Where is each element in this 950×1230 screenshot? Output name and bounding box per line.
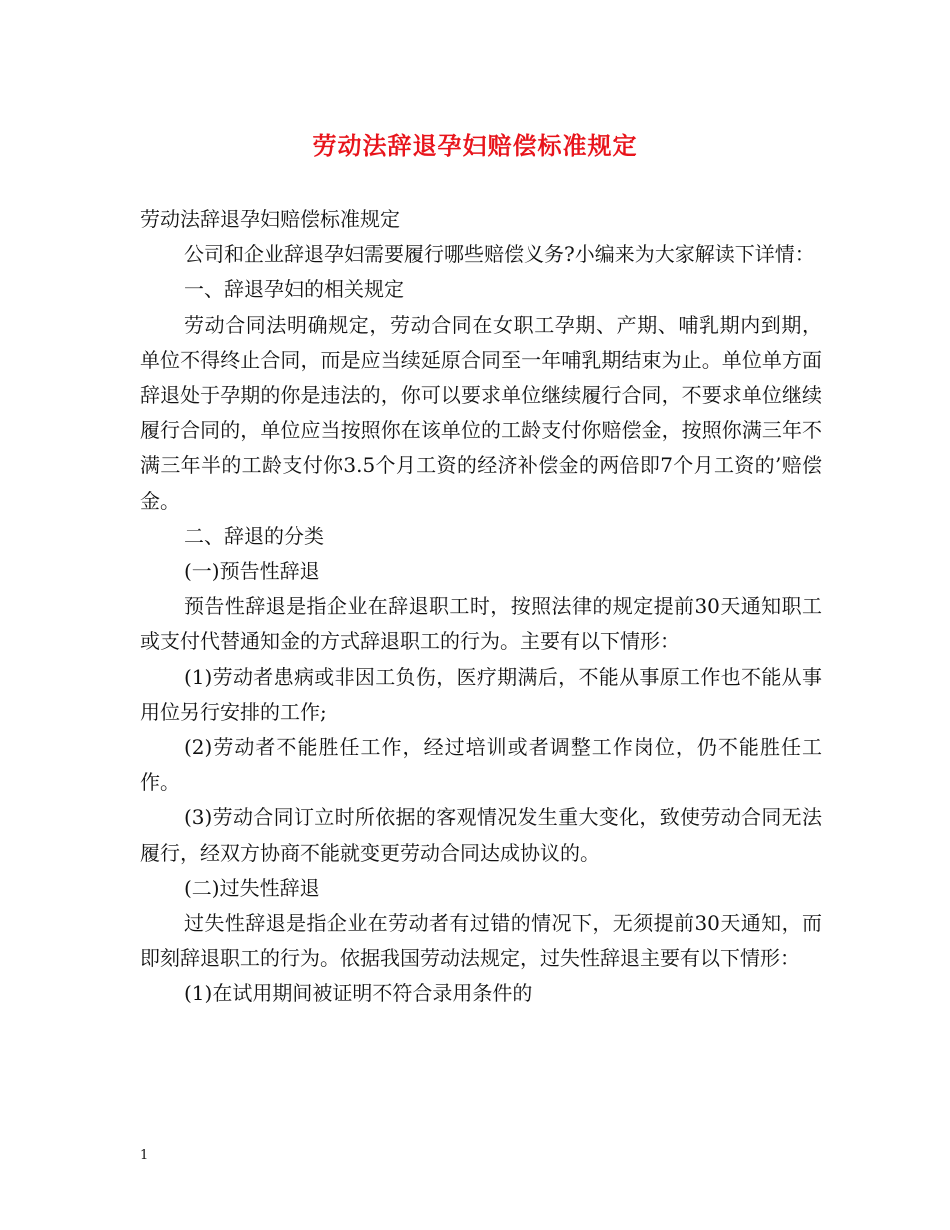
section-heading-2: 二、辞退的分类	[184, 523, 324, 548]
section-heading-1: 一、辞退孕妇的相关规定	[184, 277, 404, 302]
body-paragraph: 劳动合同法明确规定，劳动合同在女职工孕期、产期、哺乳期内到期，单位不得终止合同，而是应当续延原合同至一年哺乳期结束为止。单位单方面辞退处于孕期的你是违法的，你可以要求单位继续履行合同，不要求单位继续履行合同的，单位应当按照你在该单位的工龄支付你赔偿金，按照你满三年不满三年半的工龄支付你3.5个月工资的经济补偿金的两倍即7个月工资的’赔偿金。	[140, 312, 822, 513]
list-item: (2)劳动者不能胜任工作，经过培训或者调整工作岗位，仍不能胜任工作。	[140, 735, 822, 795]
intro-paragraph: 公司和企业辞退孕妇需要履行哪些赔偿义务?小编来为大家解读下详情：	[184, 242, 815, 267]
list-item: (3)劳动合同订立时所依据的客观情况发生重大变化，致使劳动合同无法履行，经双方协商不能就变更劳动合同达成协议的。	[140, 805, 822, 865]
body-paragraph: 预告性辞退是指企业在辞退职工时，按照法律的规定提前30天通知职工或支付代替通知金的方式辞退职工的行为。主要有以下情形：	[140, 594, 822, 654]
page-number: 1	[140, 1148, 149, 1163]
list-item: (1)在试用期间被证明不符合录用条件的	[184, 981, 533, 1006]
list-item: (1)劳动者患病或非因工负伤，医疗期满后，不能从事原工作也不能从事用位另行安排的工作;	[140, 664, 822, 724]
document-body	[140, 202, 822, 1012]
subsection-heading-2: (二)过失性辞退	[184, 875, 320, 900]
subsection-heading-1: (一)预告性辞退	[184, 559, 320, 584]
body-paragraph: 过失性辞退是指企业在劳动者有过错的情况下，无须提前30天通知，而即刻辞退职工的行为。依据我国劳动法规定，过失性辞退主要有以下情形：	[140, 911, 822, 971]
subtitle-paragraph: 劳动法辞退孕妇赔偿标准规定	[140, 207, 400, 231]
page-title: 劳动法辞退孕妇赔偿标准规定	[312, 131, 638, 160]
